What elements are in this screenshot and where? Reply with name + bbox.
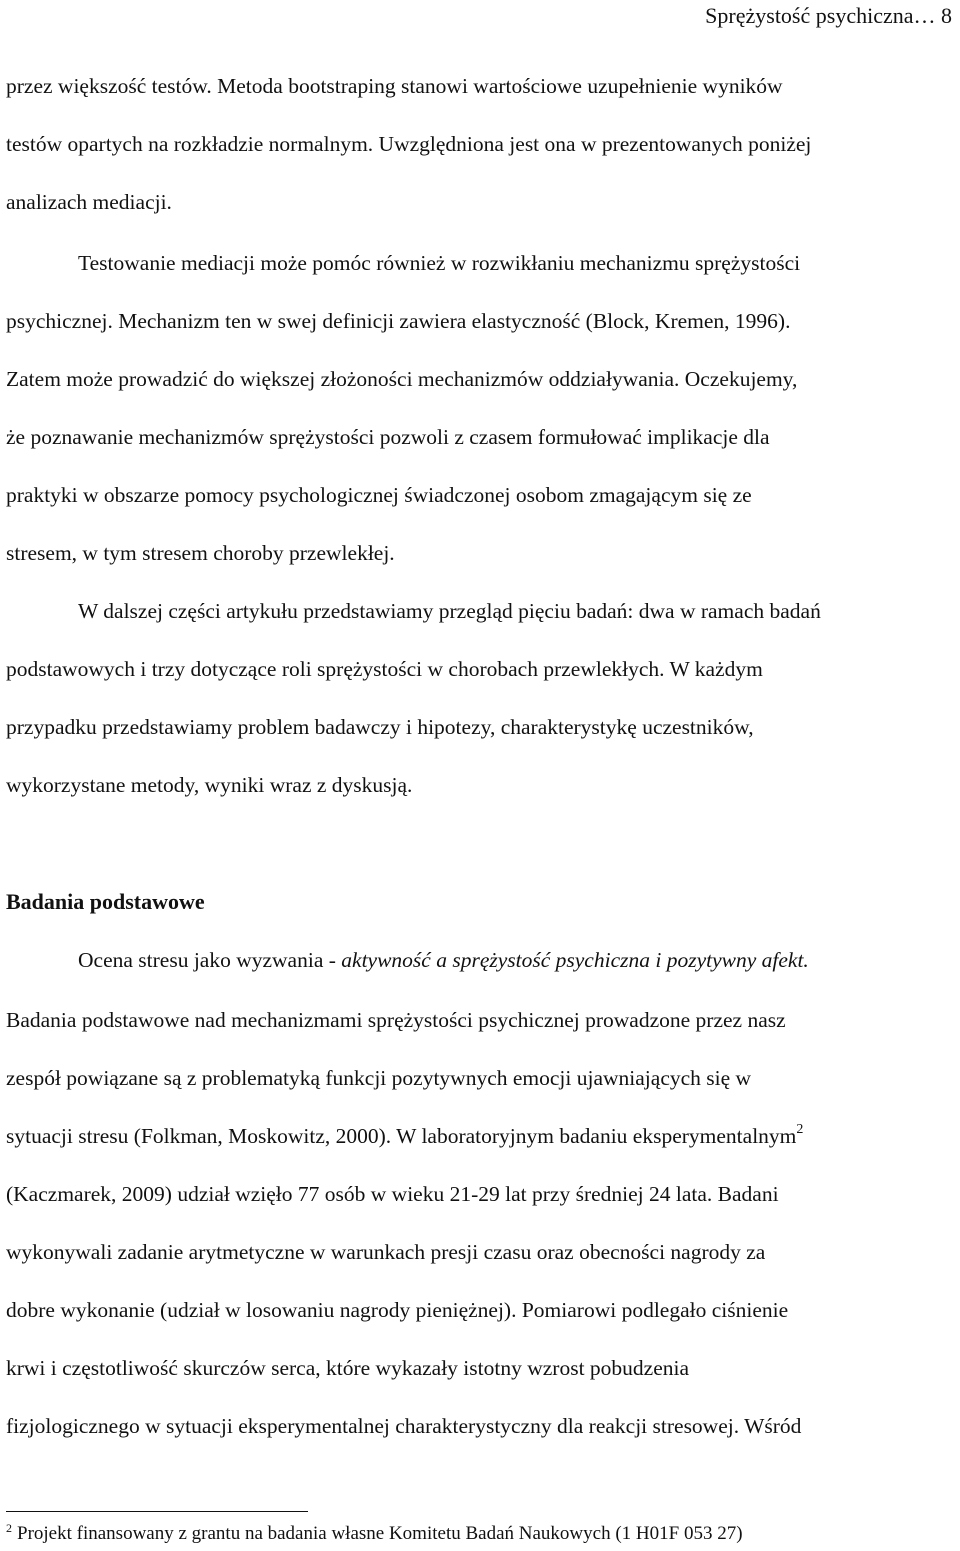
paragraph-line: fizjologicznego w sytuacji eksperymentalnej charakterystyczny dla reakcji stresowej. Wśród (6, 1414, 802, 1438)
paragraph-line: wykorzystane metody, wyniki wraz z dyskusją. (6, 773, 413, 797)
paragraph-line: analizach mediacji. (6, 190, 172, 214)
paragraph-line: testów opartych na rozkładzie normalnym. Uwzględniona jest ona w prezentowanych poniżej (6, 132, 812, 156)
paragraph-line: przypadku przedstawiamy problem badawczy i hipotezy, charakterystykę uczestników, (6, 715, 754, 739)
paragraph-line: krwi i częstotliwość skurczów serca, które wykazały istotny wzrost pobudzenia (6, 1356, 690, 1380)
footnote-mark: 2 (6, 1521, 12, 1535)
paragraph-line: Badania podstawowe nad mechanizmami sprężystości psychicznej prowadzone przez nasz (6, 1008, 786, 1032)
footnote-reference: 2 (796, 1122, 804, 1137)
paragraph-line: W dalszej części artykułu przedstawiamy przegląd pięciu badań: dwa w ramach badań (78, 599, 821, 623)
paragraph-line (6, 1122, 803, 1154)
subsection-heading (78, 946, 809, 974)
paragraph-line: stresem, w tym stresem choroby przewlekłej. (6, 541, 395, 565)
paragraph-line: podstawowych i trzy dotyczące roli sprężystości w chorobach przewlekłych. W każdym (6, 657, 763, 681)
paragraph-line: zespół powiązane są z problematyką funkcji pozytywnych emocji ujawniających się w (6, 1066, 752, 1090)
subheading-plain-text: Ocena stresu jako wyzwania - (78, 948, 342, 972)
paragraph-line: że poznawanie mechanizmów sprężystości pozwoli z czasem formułować implikacje dla (6, 425, 770, 449)
section-heading: Badania podstawowe (6, 889, 205, 914)
paragraph-line: (Kaczmarek, 2009) udział wzięło 77 osób w wieku 21-29 lat przy średniej 24 lata. Badani (6, 1182, 779, 1206)
footnote-text: Projekt finansowany z grantu na badania własne Komitetu Badań Naukowych (1 H01F 053 27) (17, 1523, 743, 1544)
footnote-separator (6, 1511, 308, 1512)
running-header: Sprężystość psychiczna… 8 (705, 3, 952, 28)
subheading-italic-text: aktywność a sprężystość psychiczna i pozytywny afekt. (341, 948, 809, 972)
paragraph-line: Testowanie mediacji może pomóc również w rozwikłaniu mechanizmu sprężystości (78, 251, 801, 275)
paragraph-line: praktyki w obszarze pomocy psychologicznej świadczonej osobom zmagającym się ze (6, 483, 752, 507)
paragraph-line: wykonywali zadanie arytmetyczne w warunkach presji czasu oraz obecności nagrody za (6, 1240, 766, 1264)
paragraph-line: psychicznej. Mechanizm ten w swej definicji zawiera elastyczność (Block, Kremen, 1996). (6, 309, 791, 333)
paragraph-line: Zatem może prowadzić do większej złożoności mechanizmów oddziaływania. Oczekujemy, (6, 367, 798, 391)
footnote (6, 1522, 743, 1547)
paragraph-line: dobre wykonanie (udział w losowaniu nagrody pieniężnej). Pomiarowi podlegało ciśnienie (6, 1298, 789, 1322)
paragraph-line: przez większość testów. Metoda bootstraping stanowi wartościowe uzupełnienie wyników (6, 74, 783, 98)
paragraph-line-text: sytuacji stresu (Folkman, Moskowitz, 2000). W laboratoryjnym badaniu eksperymentalnym (6, 1124, 797, 1148)
